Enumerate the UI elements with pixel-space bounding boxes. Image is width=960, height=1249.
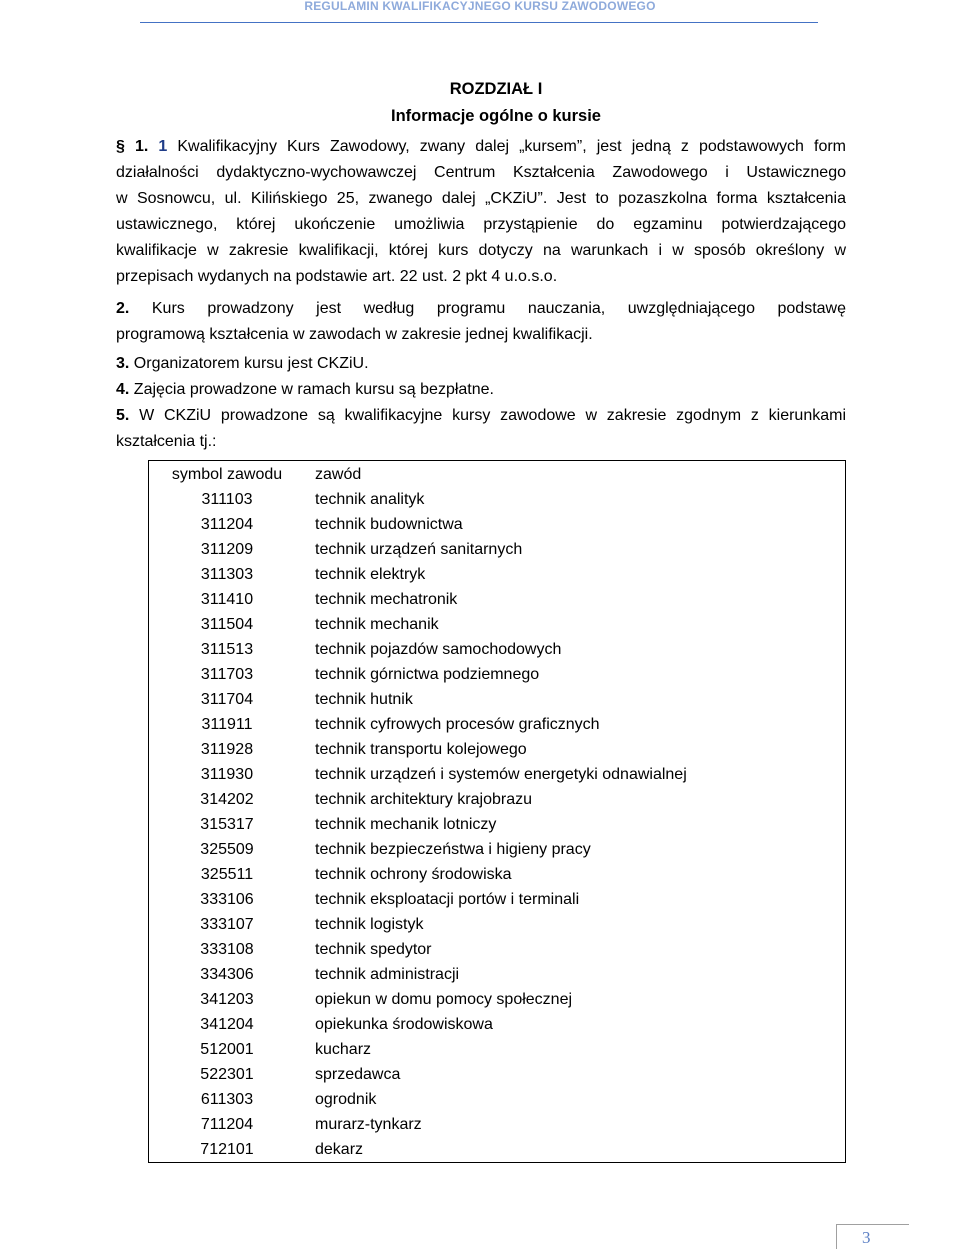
profession-name: technik mechatronik [315,591,458,608]
profession-table-body [149,461,846,1163]
profession-symbol: 315317 [200,816,254,833]
profession-name: technik transportu kolejowego [315,741,527,758]
profession-symbol: 341203 [200,991,254,1008]
table-row [149,612,846,637]
profession-name: technik urządzeń i systemów energetyki odnawialnej [315,766,687,783]
section-1-line: ustawicznego, której ukończenie umożliwia przystąpienie do egzaminu potwierdzającego [116,216,846,233]
profession-symbol: 311930 [200,766,254,783]
header-profession: zawód [315,465,362,483]
profession-name: technik budownictwa [315,516,463,533]
profession-symbol: 325511 [200,866,254,883]
table-row [149,562,846,587]
profession-symbol: 711204 [200,1116,254,1133]
profession-symbol: 311504 [200,616,254,633]
table-row [149,987,846,1012]
profession-symbol: 712101 [200,1141,254,1158]
table-row [149,1087,846,1112]
table-row [149,812,846,837]
item-2-paragraph [116,296,846,348]
table-row [149,937,846,962]
profession-name: technik mechanik lotniczy [315,816,497,833]
profession-symbol: 314202 [200,791,254,808]
item-number: 5. [116,407,130,424]
profession-name: opiekun w domu pomocy społecznej [315,991,573,1008]
table-row [149,912,846,937]
profession-symbol: 611303 [200,1091,254,1108]
profession-symbol: 311204 [200,516,254,533]
profession-symbol: 311303 [200,566,254,583]
profession-name: ogrodnik [315,1091,377,1108]
item-4-paragraph [116,377,846,403]
table-row [149,512,846,537]
item-5-text: W CKZiU prowadzone są kwalifikacyjne kursy zawodowe w zakresie zgodnym z kierunkami [129,407,846,424]
profession-symbol: 325509 [200,841,254,858]
item-2-line: programową kształcenia w zawodach w zakresie jednej kwalifikacji. [116,326,593,343]
profession-name: technik spedytor [315,941,432,958]
profession-symbol: 522301 [200,1066,254,1083]
table-row [149,962,846,987]
item-5-line [116,403,846,429]
item-4-text: Zajęcia prowadzone w ramach kursu są bezpłatne. [129,381,494,398]
table-row [149,762,846,787]
profession-symbol: 311928 [200,741,254,758]
item-2-line [116,296,846,322]
table-row [149,1012,846,1037]
item-3-text: Organizatorem kursu jest CKZiU. [129,355,369,372]
table-row [149,687,846,712]
section-1-line: przepisach wydanych na podstawie art. 22 ust. 2 pkt 4 u.o.s.o. [116,268,558,285]
table-row [149,712,846,737]
profession-name: technik eksploatacji portów i terminali [315,891,580,908]
profession-name: technik górnictwa podziemnego [315,666,540,683]
profession-symbol: 311911 [201,716,253,733]
item-5-paragraph [116,403,846,455]
profession-symbol: 311410 [200,591,254,608]
table-row [149,862,846,887]
table-row [149,1037,846,1062]
profession-name: technik mechanik [315,616,439,633]
profession-symbol: 333108 [200,941,254,958]
chapter-subtitle: Informacje ogólne o kursie [391,107,601,125]
table-row [149,887,846,912]
profession-symbol: 311703 [200,666,254,683]
section-1-line: działalności dydaktyczno-wychowawczej Centrum Kształcenia Zawodowego i Ustawicznego [116,164,846,181]
profession-name: technik ochrony środowiska [315,866,512,883]
profession-name: technik analityk [315,491,425,508]
table-header-row [149,461,846,488]
section-1-paragraph [116,134,846,290]
table-row [149,737,846,762]
profession-name: opiekunka środowiskowa [315,1016,493,1033]
profession-name: kucharz [315,1041,372,1058]
item-3-paragraph [116,351,846,377]
profession-symbol: 333106 [200,891,254,908]
profession-name: technik administracji [315,966,460,983]
section-1-line [116,134,846,160]
table-row [149,587,846,612]
profession-symbol: 311704 [200,691,254,708]
running-header: REGULAMIN KWALIFIKACYJNEGO KURSU ZAWODOWEGO [304,0,656,13]
profession-symbol: 334306 [200,966,254,983]
page-number-box [836,1224,909,1249]
profession-name: murarz-tynkarz [315,1116,422,1133]
item-number: 2. [116,300,130,317]
profession-symbol: 341204 [200,1016,254,1033]
profession-name: technik logistyk [315,916,424,933]
item-2-text: Kurs prowadzony jest według programu nauczania, uwzględniającego podstawę [129,300,846,317]
item-number: 3. [116,355,130,372]
section-mark: § 1. [116,138,149,155]
table-row [149,1137,846,1163]
profession-symbol: 512001 [200,1041,254,1058]
profession-name: technik hutnik [315,691,413,708]
profession-name: technik architektury krajobrazu [315,791,532,808]
profession-name: sprzedawca [315,1066,401,1083]
section-1-line: w Sosnowcu, ul. Kilińskiego 25, zwanego dalej „CKZiU”. Jest to pozaszkolna forma kształcenia [116,190,846,207]
table-row [149,537,846,562]
profession-symbol: 311513 [200,641,254,658]
page-number: 3 [862,1228,871,1247]
header-symbol: symbol zawodu [171,465,283,483]
table-row [149,787,846,812]
table-row [149,637,846,662]
item-number: 1 [158,138,168,155]
header-rule [140,22,818,23]
profession-symbol: 333107 [200,916,254,933]
item-5-line: kształcenia tj.: [116,433,217,450]
profession-name: technik bezpieczeństwa i higieny pracy [315,841,591,858]
profession-name: technik elektryk [315,566,426,583]
table-row [149,1112,846,1137]
table-row [149,662,846,687]
profession-name: dekarz [315,1141,364,1158]
table-row [149,1062,846,1087]
section-1-line: kwalifikacje w zakresie kwalifikacji, której kurs dotyczy na warunkach i w sposób określony w [116,242,846,259]
table-row [149,487,846,512]
profession-table [148,460,846,1163]
profession-name: technik urządzeń sanitarnych [315,541,523,558]
profession-name: technik pojazdów samochodowych [315,641,562,658]
item-number: 4. [116,381,130,398]
table-row [149,837,846,862]
chapter-title: ROZDZIAŁ I [449,80,543,98]
profession-symbol: 311209 [200,541,254,558]
section-1-text: Kwalifikacyjny Kurs Zawodowy, zwany dalej „kursem”, jest jedną z podstawowych form [167,138,846,155]
profession-name: technik cyfrowych procesów graficznych [315,716,600,733]
profession-symbol: 311103 [201,491,253,508]
